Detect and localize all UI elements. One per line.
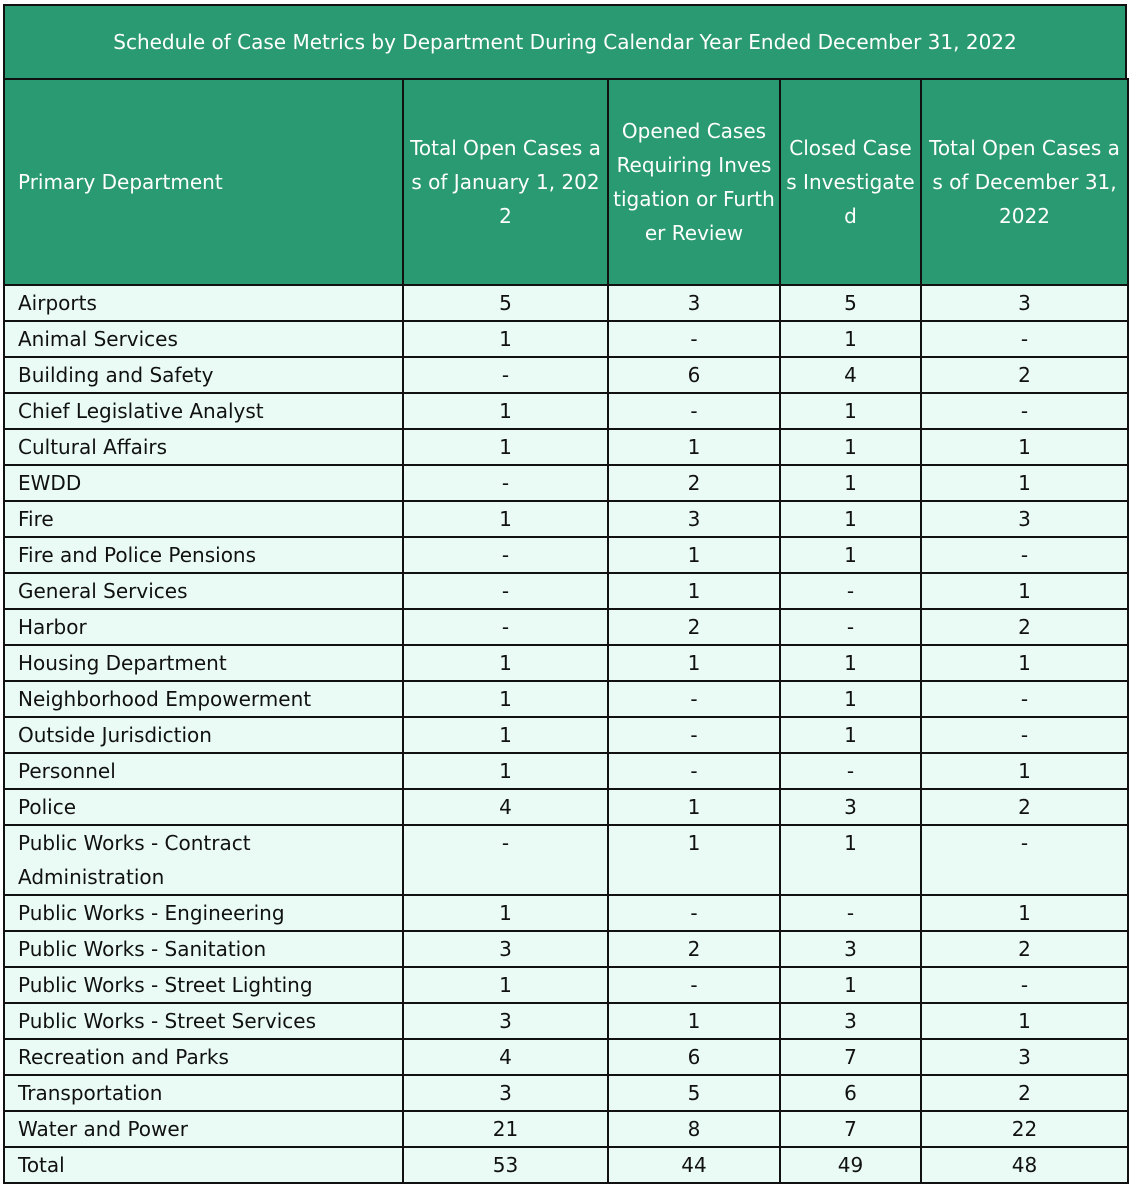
value-cell-c2: 6: [608, 1039, 780, 1075]
table-row: [4, 645, 1128, 681]
table-row: [4, 753, 1128, 789]
value-cell-c1: 1: [403, 967, 608, 1003]
value-cell-c3: -: [780, 609, 921, 645]
value-cell-c2: -: [608, 967, 780, 1003]
value-cell-c1: 4: [403, 1039, 608, 1075]
value-cell-c1: 5: [403, 285, 608, 321]
value-cell-c2: 1: [608, 429, 780, 465]
value-cell-c3: 1: [780, 429, 921, 465]
value-cell-c3: 4: [780, 357, 921, 393]
table-row: [4, 1111, 1128, 1147]
value-cell-c4: 3: [921, 285, 1128, 321]
value-cell-c4: -: [921, 537, 1128, 573]
value-cell-c3: 1: [780, 645, 921, 681]
department-cell: Public Works - Contract Administration: [4, 825, 403, 895]
department-cell: Animal Services: [4, 321, 403, 357]
table-row: [4, 825, 1128, 895]
value-cell-c4: 1: [921, 645, 1128, 681]
table-title: Schedule of Case Metrics by Department During Calendar Year Ended December 31, 2022: [3, 4, 1127, 78]
value-cell-c3: 1: [780, 501, 921, 537]
value-cell-c1: 1: [403, 501, 608, 537]
value-cell-c1: -: [403, 573, 608, 609]
case-metrics-schedule: [3, 4, 1127, 1184]
value-cell-c2: 3: [608, 285, 780, 321]
value-cell-c1: -: [403, 609, 608, 645]
value-cell-c4: 1: [921, 753, 1128, 789]
value-cell-c2: 2: [608, 465, 780, 501]
table-row: [4, 1075, 1128, 1111]
value-cell-c1: 3: [403, 1003, 608, 1039]
table-row: [4, 1003, 1128, 1039]
value-cell-c1: 1: [403, 429, 608, 465]
value-cell-c2: 1: [608, 825, 780, 895]
value-cell-c1: 1: [403, 681, 608, 717]
value-cell-c3: 1: [780, 825, 921, 895]
value-cell-c4: 48: [921, 1147, 1128, 1183]
department-cell: Building and Safety: [4, 357, 403, 393]
department-cell: Personnel: [4, 753, 403, 789]
department-cell: Housing Department: [4, 645, 403, 681]
table-row: [4, 285, 1128, 321]
value-cell-c4: -: [921, 825, 1128, 895]
value-cell-c2: -: [608, 393, 780, 429]
value-cell-c2: -: [608, 681, 780, 717]
value-cell-c1: 21: [403, 1111, 608, 1147]
value-cell-c2: 3: [608, 501, 780, 537]
value-cell-c2: 8: [608, 1111, 780, 1147]
value-cell-c1: 3: [403, 1075, 608, 1111]
value-cell-c4: 2: [921, 609, 1128, 645]
value-cell-c2: -: [608, 895, 780, 931]
value-cell-c1: -: [403, 537, 608, 573]
value-cell-c1: -: [403, 825, 608, 895]
table-row: [4, 465, 1128, 501]
value-cell-c4: 1: [921, 429, 1128, 465]
department-cell: Cultural Affairs: [4, 429, 403, 465]
value-cell-c2: -: [608, 753, 780, 789]
header-open-end: Total Open Cases as of December 31, 2022: [921, 79, 1128, 285]
department-cell: Total: [4, 1147, 403, 1183]
table-row: [4, 537, 1128, 573]
table-row: [4, 931, 1128, 967]
value-cell-c3: -: [780, 573, 921, 609]
value-cell-c1: -: [403, 465, 608, 501]
value-cell-c1: 3: [403, 931, 608, 967]
value-cell-c4: 22: [921, 1111, 1128, 1147]
table-row: [4, 609, 1128, 645]
value-cell-c3: 1: [780, 321, 921, 357]
value-cell-c2: 1: [608, 645, 780, 681]
value-cell-c3: 3: [780, 931, 921, 967]
case-metrics-table: [3, 78, 1129, 1184]
value-cell-c4: -: [921, 967, 1128, 1003]
value-cell-c3: 7: [780, 1111, 921, 1147]
value-cell-c3: 3: [780, 789, 921, 825]
value-cell-c3: 6: [780, 1075, 921, 1111]
value-cell-c1: 1: [403, 895, 608, 931]
value-cell-c3: -: [780, 895, 921, 931]
table-row: [4, 717, 1128, 753]
table-row: [4, 895, 1128, 931]
value-cell-c4: 2: [921, 357, 1128, 393]
value-cell-c4: 1: [921, 895, 1128, 931]
value-cell-c2: 2: [608, 609, 780, 645]
value-cell-c2: 6: [608, 357, 780, 393]
value-cell-c3: 1: [780, 465, 921, 501]
value-cell-c4: -: [921, 681, 1128, 717]
header-primary-department: Primary Department: [4, 79, 403, 285]
value-cell-c4: 3: [921, 1039, 1128, 1075]
value-cell-c2: 1: [608, 789, 780, 825]
table-row: [4, 789, 1128, 825]
department-cell: Harbor: [4, 609, 403, 645]
value-cell-c4: 1: [921, 573, 1128, 609]
department-cell: Outside Jurisdiction: [4, 717, 403, 753]
department-cell: Public Works - Street Services: [4, 1003, 403, 1039]
value-cell-c2: -: [608, 321, 780, 357]
table-row: [4, 321, 1128, 357]
value-cell-c4: 2: [921, 789, 1128, 825]
department-cell: Recreation and Parks: [4, 1039, 403, 1075]
value-cell-c1: 53: [403, 1147, 608, 1183]
value-cell-c4: 1: [921, 1003, 1128, 1039]
value-cell-c4: 1: [921, 465, 1128, 501]
department-cell: Police: [4, 789, 403, 825]
value-cell-c4: -: [921, 717, 1128, 753]
table-row: [4, 501, 1128, 537]
value-cell-c2: 1: [608, 537, 780, 573]
table-row: [4, 357, 1128, 393]
value-cell-c2: 1: [608, 573, 780, 609]
value-cell-c3: 3: [780, 1003, 921, 1039]
value-cell-c2: -: [608, 717, 780, 753]
value-cell-c3: 49: [780, 1147, 921, 1183]
department-cell: Airports: [4, 285, 403, 321]
table-row: [4, 681, 1128, 717]
value-cell-c3: 1: [780, 681, 921, 717]
value-cell-c3: 1: [780, 393, 921, 429]
department-cell: General Services: [4, 573, 403, 609]
value-cell-c1: 1: [403, 645, 608, 681]
total-row: [4, 1147, 1128, 1183]
department-cell: Neighborhood Empowerment: [4, 681, 403, 717]
department-cell: Transportation: [4, 1075, 403, 1111]
table-row: [4, 393, 1128, 429]
value-cell-c2: 44: [608, 1147, 780, 1183]
department-cell: Public Works - Engineering: [4, 895, 403, 931]
value-cell-c2: 2: [608, 931, 780, 967]
header-row: [4, 79, 1128, 285]
value-cell-c1: -: [403, 357, 608, 393]
value-cell-c1: 1: [403, 321, 608, 357]
value-cell-c4: 2: [921, 931, 1128, 967]
department-cell: Water and Power: [4, 1111, 403, 1147]
department-cell: Public Works - Street Lighting: [4, 967, 403, 1003]
value-cell-c3: 7: [780, 1039, 921, 1075]
department-cell: Chief Legislative Analyst: [4, 393, 403, 429]
value-cell-c1: 1: [403, 753, 608, 789]
header-opened: Opened Cases Requiring Investigation or Further Review: [608, 79, 780, 285]
value-cell-c2: 1: [608, 1003, 780, 1039]
value-cell-c1: 1: [403, 393, 608, 429]
value-cell-c4: 3: [921, 501, 1128, 537]
value-cell-c1: 1: [403, 717, 608, 753]
department-cell: EWDD: [4, 465, 403, 501]
table-row: [4, 573, 1128, 609]
value-cell-c3: 5: [780, 285, 921, 321]
header-closed: Closed Cases Investigated: [780, 79, 921, 285]
table-row: [4, 1039, 1128, 1075]
value-cell-c4: -: [921, 393, 1128, 429]
table-row: [4, 967, 1128, 1003]
value-cell-c3: -: [780, 753, 921, 789]
value-cell-c1: 4: [403, 789, 608, 825]
value-cell-c4: 2: [921, 1075, 1128, 1111]
table-body: [4, 285, 1128, 1183]
table-row: [4, 429, 1128, 465]
value-cell-c3: 1: [780, 967, 921, 1003]
value-cell-c4: -: [921, 321, 1128, 357]
department-cell: Fire: [4, 501, 403, 537]
value-cell-c2: 5: [608, 1075, 780, 1111]
department-cell: Fire and Police Pensions: [4, 537, 403, 573]
value-cell-c3: 1: [780, 717, 921, 753]
value-cell-c3: 1: [780, 537, 921, 573]
header-open-start: Total Open Cases as of January 1, 2022: [403, 79, 608, 285]
department-cell: Public Works - Sanitation: [4, 931, 403, 967]
